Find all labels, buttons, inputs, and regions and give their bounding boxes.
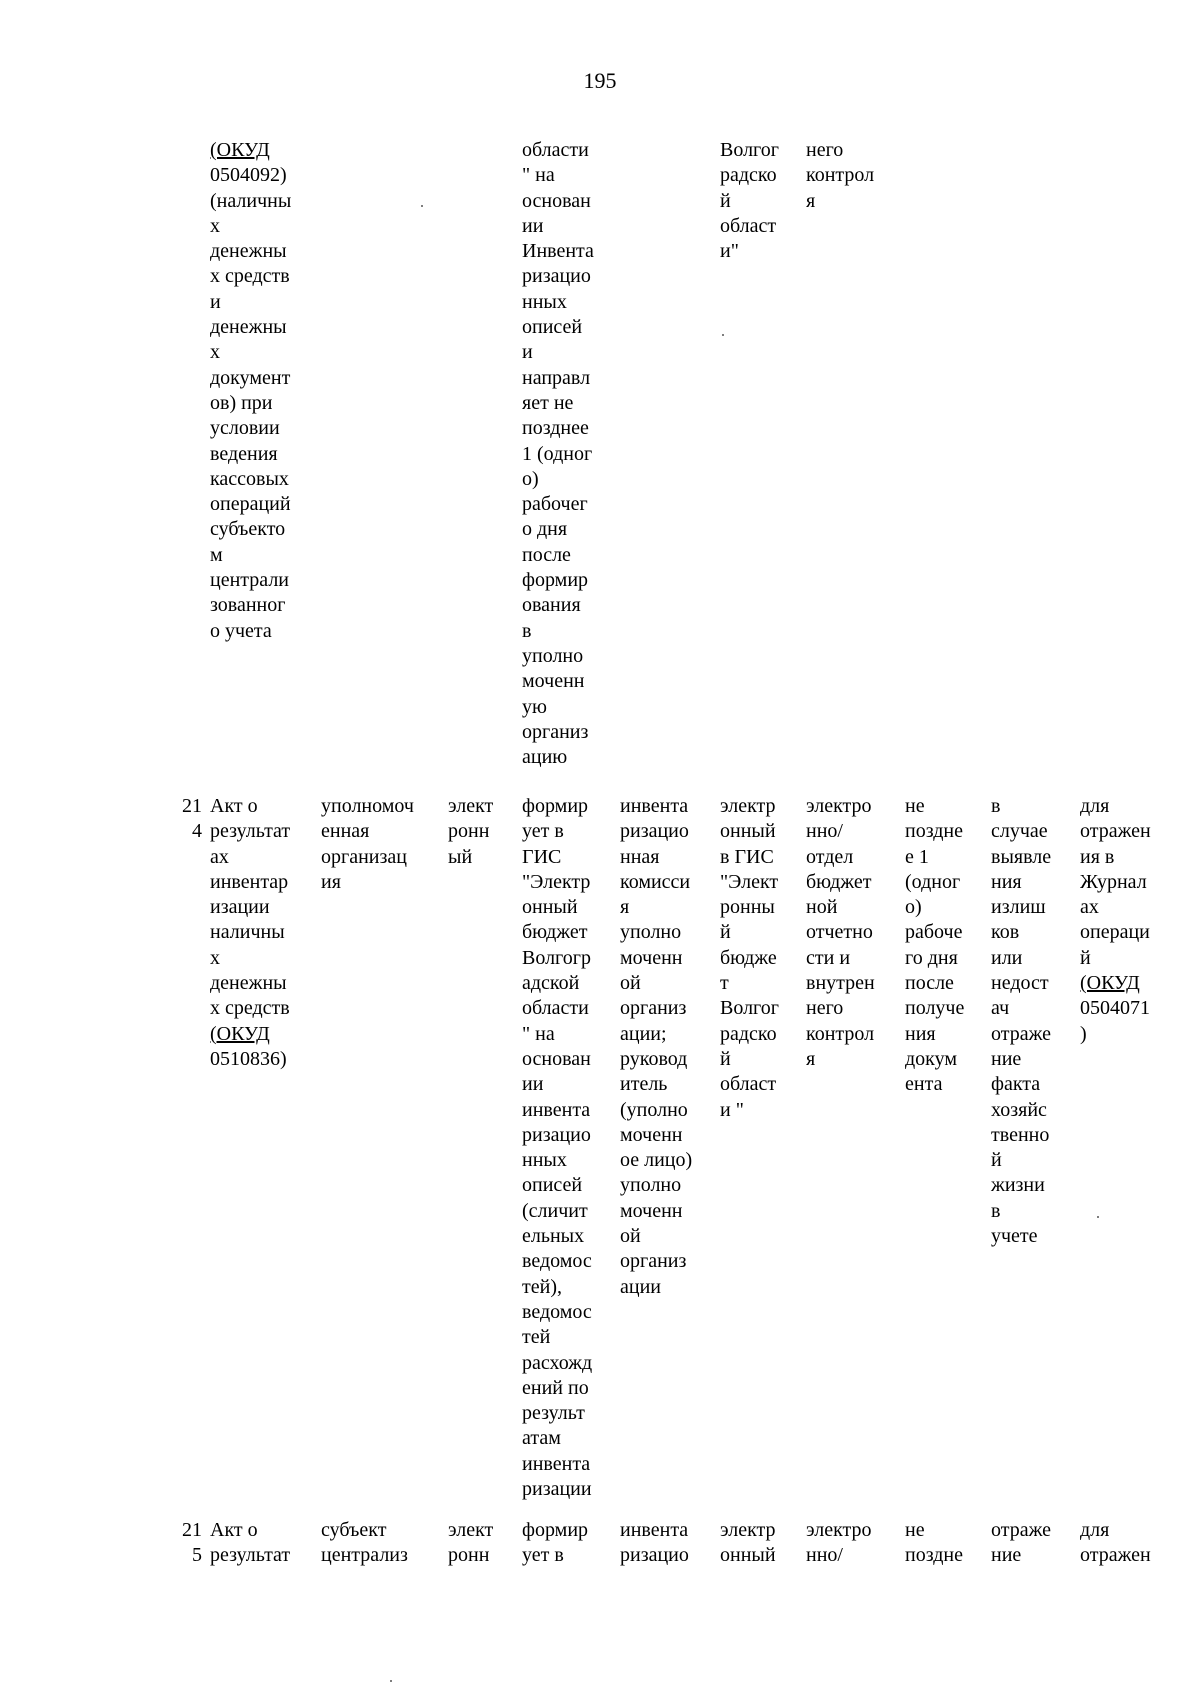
cell-text-line: для — [1080, 1519, 1110, 1541]
cell-text-line: электро — [806, 795, 872, 817]
cell-text-line: й — [991, 1149, 1002, 1172]
cell-text-line: комисси — [620, 870, 691, 893]
cell-text-line: отраже — [991, 1022, 1052, 1045]
cell-text-line: отражен — [1080, 1544, 1151, 1567]
cell-text-line: 0510836) — [210, 1047, 287, 1070]
cell-text-line: ние — [991, 1047, 1022, 1070]
cell-text-line: ия в — [1080, 845, 1115, 868]
row-215-conditions-cell — [991, 1518, 1081, 1569]
cell-text-line: недост — [991, 972, 1049, 995]
cell-text-line: субъект — [321, 1519, 387, 1541]
cell-text-line: централиз — [321, 1544, 408, 1567]
cell-text-line: в ГИС — [720, 845, 774, 868]
cell-text-line: ельных — [522, 1225, 585, 1248]
cell-text-line: (одног — [905, 870, 961, 893]
cell-text-line: инвента — [522, 1452, 591, 1475]
cell-text-line: ах — [1080, 896, 1099, 919]
cell-text-line: денежны — [210, 240, 287, 263]
cell-text-line: электр — [720, 1519, 776, 1541]
cell-text-line: денежны — [210, 972, 287, 995]
cell-text-line: х — [210, 946, 220, 969]
row-cont-document-name-cell — [210, 138, 310, 644]
cell-text-line: организ — [620, 997, 687, 1020]
cell-text-line: субъекто — [210, 518, 286, 541]
cell-text-line: хозяйс — [991, 1098, 1047, 1121]
cell-text-line: нно/ — [806, 1544, 843, 1567]
cell-text-line: ГИС — [522, 845, 562, 868]
cell-text-line: ует в — [522, 1544, 564, 1567]
cell-text-line: формир — [522, 795, 589, 817]
cell-text-line: х — [210, 214, 220, 237]
cell-text-line: наличны — [210, 921, 285, 944]
cell-text-line: не — [905, 1519, 925, 1541]
cell-text-line: ования — [522, 594, 581, 617]
cell-text-line: ое лицо) — [620, 1149, 693, 1172]
cell-text-line: " на — [522, 1022, 555, 1045]
cell-text-line: внутрен — [806, 972, 875, 995]
cell-text-line: х — [210, 341, 220, 364]
row-214-purpose-cell — [1080, 794, 1175, 1047]
cell-text-line: нных — [522, 290, 567, 313]
row-214-signatories-cell — [620, 794, 720, 1300]
cell-text-line: ую — [522, 695, 547, 718]
row-cont-procedure-cell — [522, 138, 622, 770]
cell-text-line: ведения — [210, 442, 278, 465]
cell-text-line: ый — [448, 845, 473, 868]
cell-text-line: или — [991, 946, 1023, 969]
cell-text-line: моченн — [620, 1123, 683, 1146]
cell-text-line: описей — [522, 1174, 583, 1197]
cell-text-line: онный — [720, 1544, 776, 1567]
cell-text-line: 0504071 — [1080, 997, 1150, 1020]
cell-text-line: элект — [448, 795, 494, 817]
cell-text-line: атам — [522, 1427, 561, 1450]
scan-speck — [421, 205, 423, 207]
cell-text-line: й — [720, 1047, 731, 1070]
cell-text-line: радско — [720, 164, 777, 187]
cell-text-line: Акт о — [210, 1519, 258, 1541]
cell-text-line: ов) при — [210, 391, 273, 414]
cell-text-line: зованног — [210, 594, 286, 617]
cell-text-line: и " — [720, 1098, 744, 1121]
cell-text-line: област — [720, 214, 777, 237]
cell-text-line: ач — [991, 997, 1010, 1020]
cell-text-line: и — [210, 290, 221, 313]
cell-text-line: докум — [905, 1047, 958, 1070]
cell-text-line: организ — [620, 1250, 687, 1273]
cell-text-line: электро — [806, 1519, 872, 1541]
cell-text-line: бюдже — [720, 946, 777, 969]
row-215-recipient-cell — [806, 1518, 906, 1569]
cell-text-line: в — [522, 619, 532, 642]
cell-text-line: адской — [522, 972, 580, 995]
cell-text-line: ронн — [448, 1544, 490, 1567]
cell-text-line: ии — [522, 214, 544, 237]
cell-text-line: ой — [620, 1225, 641, 1248]
scan-speck — [722, 334, 724, 336]
cell-text-line: твенно — [991, 1123, 1050, 1146]
cell-text-line: моченн — [620, 946, 683, 969]
cell-text-line: уполномоч — [321, 795, 414, 817]
cell-text-line: й — [1080, 946, 1091, 969]
row-cont-storage-location-cell — [720, 138, 805, 264]
cell-text-line: ацию — [522, 746, 568, 769]
row-214-row-number-cell — [162, 794, 202, 845]
cell-text-line: (ОКУД — [1080, 972, 1140, 995]
page-number: 195 — [583, 68, 617, 93]
cell-text-line: него — [806, 997, 844, 1020]
cell-text-line: формир — [522, 569, 589, 592]
cell-text-line: организ — [522, 720, 589, 743]
cell-text-line: отдел — [806, 845, 854, 868]
cell-text-line: ризацио — [620, 1544, 689, 1567]
cell-text-line: (ОКУД — [210, 1022, 270, 1045]
cell-text-line: я — [620, 896, 630, 919]
cell-text-line: случае — [991, 820, 1048, 843]
cell-text-line: бюджет — [806, 870, 872, 893]
row-215-document-name-cell — [210, 1518, 310, 1569]
row-214-recipient-cell — [806, 794, 906, 1072]
cell-text-line: формир — [522, 1519, 589, 1541]
row-214-conditions-cell — [991, 794, 1081, 1249]
cell-text-line: ации; — [620, 1022, 667, 1045]
cell-text-line: о) — [522, 467, 539, 490]
cell-text-line: " на — [522, 164, 555, 187]
row-214-responsible-party-cell — [321, 794, 441, 895]
cell-text-line: инвента — [620, 795, 689, 817]
cell-text-line: уполно — [620, 921, 682, 944]
cell-text-line: денежны — [210, 316, 287, 339]
row-214-deadline-cell — [905, 794, 995, 1098]
cell-text-line: результат — [210, 1544, 291, 1567]
cell-text-line: основан — [522, 189, 591, 212]
cell-text-line: кассовых — [210, 467, 289, 490]
cell-text-line: 5 — [192, 1544, 202, 1567]
cell-text-line: позднее — [522, 417, 589, 440]
cell-text-line: рабоче — [905, 921, 963, 944]
cell-text-line: основан — [522, 1047, 591, 1070]
cell-text-line: ния — [905, 1022, 936, 1045]
cell-text-line: элект — [448, 1519, 494, 1541]
row-214-storage-location-cell — [720, 794, 805, 1123]
cell-text-line: я — [806, 1047, 816, 1070]
cell-text-line: ния — [991, 870, 1022, 893]
cell-text-line: централи — [210, 569, 290, 592]
cell-text-line: уполно — [620, 1174, 682, 1197]
cell-text-line: руковод — [620, 1047, 688, 1070]
cell-text-line: Инвента — [522, 240, 594, 263]
cell-text-line: област — [720, 1073, 777, 1096]
cell-text-line: моченн — [522, 670, 585, 693]
cell-text-line: электр — [720, 795, 776, 817]
cell-text-line: ах — [210, 845, 229, 868]
cell-text-line: яет не — [522, 391, 574, 414]
cell-text-line: инвента — [620, 1519, 689, 1541]
cell-text-line: ков — [991, 921, 1020, 944]
cell-text-line: инвентар — [210, 870, 289, 893]
cell-text-line: х средств — [210, 997, 290, 1020]
cell-text-line: ной — [806, 896, 838, 919]
cell-text-line: описей — [522, 316, 583, 339]
cell-text-line: отчетно — [806, 921, 873, 944]
cell-text-line: после — [905, 972, 954, 995]
cell-text-line: операций — [210, 493, 291, 516]
row-215-format-cell — [448, 1518, 518, 1569]
cell-text-line: отражен — [1080, 820, 1151, 843]
cell-text-line: нная — [620, 845, 660, 868]
cell-text-line: моченн — [620, 1199, 683, 1222]
cell-text-line: нных — [522, 1149, 567, 1172]
cell-text-line: ризации — [522, 1478, 592, 1501]
cell-text-line: для — [1080, 795, 1110, 817]
cell-text-line: ия — [321, 870, 341, 893]
cell-text-line: 1 (одног — [522, 442, 593, 465]
cell-text-line: (уполно — [620, 1098, 688, 1121]
cell-text-line: онный — [720, 820, 776, 843]
cell-text-line: не — [905, 795, 925, 817]
cell-text-line: операци — [1080, 921, 1150, 944]
cell-text-line: 4 — [192, 820, 202, 843]
cell-text-line: я — [806, 189, 816, 212]
cell-text-line: контрол — [806, 164, 875, 187]
cell-text-line: бюджет — [522, 921, 588, 944]
cell-text-line: ации — [620, 1275, 661, 1298]
cell-text-line: документ — [210, 366, 291, 389]
cell-text-line: "Элект — [720, 870, 779, 893]
cell-text-line: нно/ — [806, 820, 843, 843]
row-cont-recipient-cell — [806, 138, 906, 214]
cell-text-line: ведомос — [522, 1250, 592, 1273]
cell-text-line: радско — [720, 1022, 777, 1045]
cell-text-line: ведомос — [522, 1300, 592, 1323]
cell-text-line: инвента — [522, 1098, 591, 1121]
cell-text-line: ризацио — [620, 820, 689, 843]
cell-text-line: Волгог — [720, 139, 779, 161]
cell-text-line: ронн — [448, 820, 490, 843]
cell-text-line: организац — [321, 845, 407, 868]
cell-text-line: получе — [905, 997, 965, 1020]
cell-text-line: выявле — [991, 845, 1052, 868]
cell-text-line: него — [806, 139, 844, 161]
cell-text-line: расхожд — [522, 1351, 593, 1374]
cell-text-line: ронны — [720, 896, 775, 919]
cell-text-line: факта — [991, 1073, 1041, 1096]
cell-text-line: рабочег — [522, 493, 588, 516]
cell-text-line: в — [991, 1199, 1001, 1222]
cell-text-line: ризацио — [522, 1123, 591, 1146]
cell-text-line: Журнал — [1080, 870, 1147, 893]
cell-text-line: (сличит — [522, 1199, 588, 1222]
cell-text-line: 0504092) — [210, 164, 287, 187]
cell-text-line: 21 — [182, 1519, 202, 1541]
cell-text-line: учете — [991, 1225, 1038, 1248]
row-215-purpose-cell — [1080, 1518, 1175, 1569]
cell-text-line: результат — [210, 820, 291, 843]
row-215-responsible-party-cell — [321, 1518, 441, 1569]
row-214-format-cell — [448, 794, 518, 870]
cell-text-line: о дня — [522, 518, 568, 541]
cell-text-line: м — [210, 543, 223, 566]
cell-text-line: о) — [905, 896, 922, 919]
cell-text-line: Волгог — [720, 997, 779, 1020]
cell-text-line: ние — [991, 1544, 1022, 1567]
cell-text-line: т — [720, 972, 729, 995]
cell-text-line: енная — [321, 820, 370, 843]
row-215-deadline-cell — [905, 1518, 995, 1569]
cell-text-line: изации — [210, 896, 270, 919]
cell-text-line: и" — [720, 240, 739, 263]
row-215-row-number-cell — [162, 1518, 202, 1569]
cell-text-line: (ОКУД — [210, 139, 270, 161]
row-214-procedure-cell — [522, 794, 622, 1502]
cell-text-line: сти и — [806, 946, 851, 969]
cell-text-line: итель — [620, 1073, 668, 1096]
cell-text-line: жизни — [991, 1174, 1045, 1197]
cell-text-line: уполно — [522, 644, 584, 667]
cell-text-line: направл — [522, 366, 591, 389]
row-215-storage-location-cell — [720, 1518, 805, 1569]
cell-text-line: е 1 — [905, 845, 929, 868]
cell-text-line: онный — [522, 896, 578, 919]
cell-text-line: Волгогр — [522, 946, 591, 969]
scan-speck — [390, 1680, 392, 1682]
cell-text-line: ой — [620, 972, 641, 995]
cell-text-line: го дня — [905, 946, 958, 969]
row-215-signatories-cell — [620, 1518, 720, 1569]
cell-text-line: й — [720, 921, 731, 944]
cell-text-line: 21 — [182, 795, 202, 817]
cell-text-line: поздне — [905, 820, 963, 843]
cell-text-line: х средств — [210, 265, 290, 288]
cell-text-line: й — [720, 189, 731, 212]
cell-text-line: результ — [522, 1402, 585, 1425]
cell-text-line: тей), — [522, 1275, 562, 1298]
cell-text-line: Акт о — [210, 795, 258, 817]
scan-speck — [1097, 1216, 1099, 1218]
cell-text-line: отраже — [991, 1519, 1052, 1541]
cell-text-line: поздне — [905, 1544, 963, 1567]
cell-text-line: о учета — [210, 619, 272, 642]
cell-text-line: (наличны — [210, 189, 292, 212]
cell-text-line: контрол — [806, 1022, 875, 1045]
cell-text-line: после — [522, 543, 571, 566]
cell-text-line: ений по — [522, 1376, 589, 1399]
row-214-document-name-cell — [210, 794, 310, 1072]
cell-text-line: в — [991, 795, 1001, 817]
cell-text-line: ует в — [522, 820, 564, 843]
cell-text-line: тей — [522, 1326, 551, 1349]
cell-text-line: излиш — [991, 896, 1046, 919]
cell-text-line: и — [522, 341, 533, 364]
cell-text-line: области — [522, 139, 589, 161]
cell-text-line: ента — [905, 1073, 943, 1096]
cell-text-line: "Электр — [522, 870, 591, 893]
row-215-procedure-cell — [522, 1518, 622, 1569]
cell-text-line: области — [522, 997, 589, 1020]
cell-text-line: ии — [522, 1073, 544, 1096]
cell-text-line: ) — [1080, 1022, 1087, 1045]
cell-text-line: ризацио — [522, 265, 591, 288]
cell-text-line: условии — [210, 417, 280, 440]
